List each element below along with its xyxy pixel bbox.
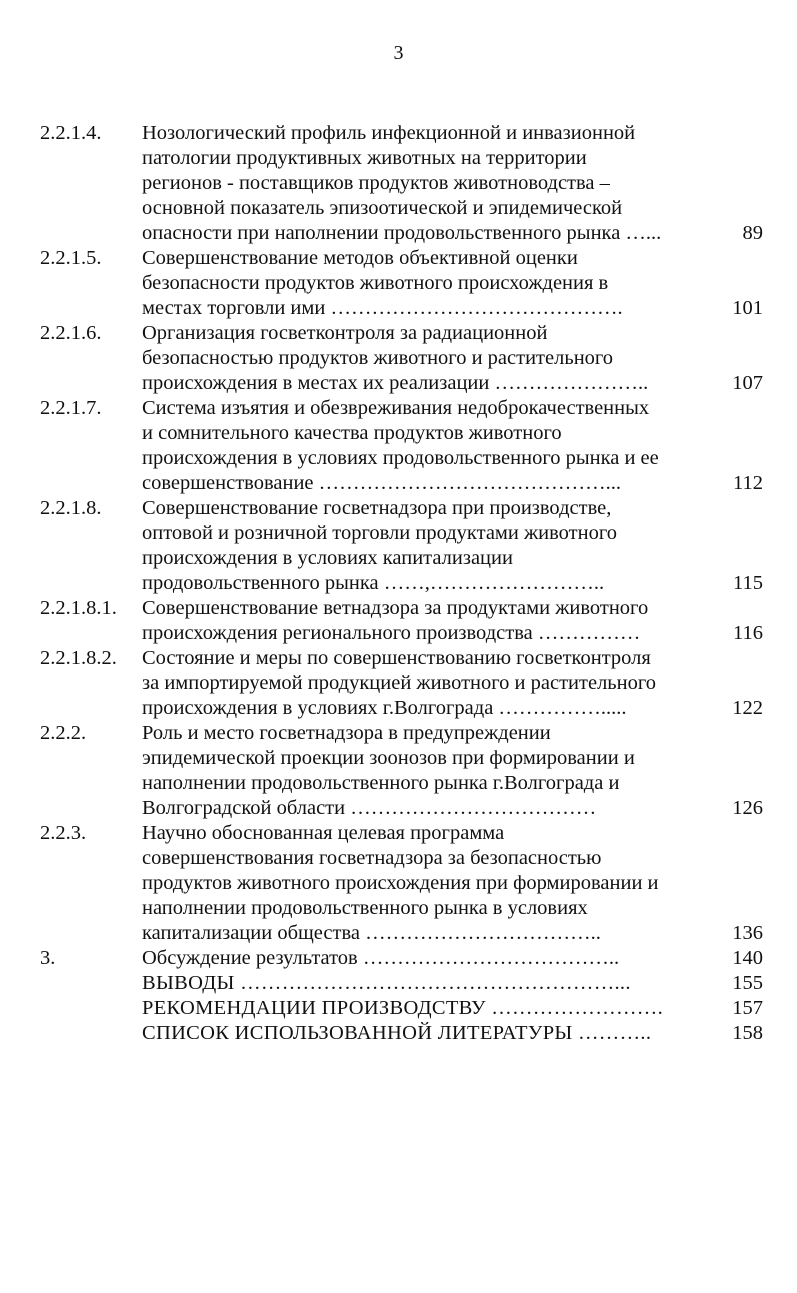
toc-entry-title: РЕКОМЕНДАЦИИ ПРОИЗВОДСТВУ …………………….	[142, 997, 664, 1019]
toc-entry-number: 2.2.1.4.	[40, 122, 102, 144]
toc-entry-page: 158	[732, 1022, 763, 1044]
toc-entry	[40, 971, 770, 996]
toc-entry-number: 2.2.1.8.2.	[40, 647, 117, 669]
toc-entry-page: 122	[732, 697, 763, 719]
toc-entry-number: 2.2.3.	[40, 822, 87, 844]
toc-entry-page: 101	[732, 297, 763, 319]
toc-entry-page: 126	[732, 797, 763, 819]
toc-entry-page: 115	[733, 572, 763, 594]
toc-entry	[40, 321, 770, 396]
toc-entry-title: Система изъятия и обезвреживания недоброкачественных и сомнительного качества продуктов животного происхождения в условиях продовольственного рынка и ее совершенствование ……………………………………...	[142, 397, 659, 494]
table-of-contents	[40, 121, 770, 1046]
toc-entry-page: 116	[733, 622, 763, 644]
toc-entry-number: 2.2.2.	[40, 722, 87, 744]
toc-entry-title: Нозологический профиль инфекционной и инвазионной патологии продуктивных животных на территории регионов - поставщиков продуктов животноводства – основной показатель эпизоотической и эпидемической опасности при наполнении продовольственного рынка …...	[142, 122, 662, 244]
toc-entry	[40, 1021, 770, 1046]
toc-entry	[40, 396, 770, 496]
toc-entry-title: Роль и место госветнадзора в предупреждении эпидемической проекции зоонозов при формировании и наполнении продовольственного рынка г.Волгограда и Волгоградской области ………………………………	[142, 722, 635, 819]
toc-entry	[40, 121, 770, 246]
toc-entry-title: Совершенствование методов объективной оценки безопасности продуктов животного происхождения в местах торговли ими …………………………………….	[142, 247, 623, 319]
toc-entry	[40, 946, 770, 971]
toc-entry-page: 136	[732, 922, 763, 944]
toc-entry-page: 140	[732, 947, 763, 969]
toc-entry-page: 107	[732, 372, 763, 394]
toc-entry-number: 2.2.1.5.	[40, 247, 102, 269]
toc-entry	[40, 646, 770, 721]
toc-entry-title: Совершенствование госветнадзора при производстве, оптовой и розничной торговли продуктами животного происхождения в условиях капитализации продовольственного рынка ……,……………………..	[142, 497, 617, 594]
toc-entry-title: СПИСОК ИСПОЛЬЗОВАННОЙ ЛИТЕРАТУРЫ ………..	[142, 1022, 652, 1044]
toc-entry-title: Научно обоснованная целевая программа совершенствования госветнадзора за безопасностью продуктов животного происхождения при формировании и наполнении продовольственного рынка в условиях капитализации общества ……………………………..	[142, 822, 659, 944]
toc-entry-title: ВЫВОДЫ ………………………………………………...	[142, 972, 631, 994]
toc-entry-title: Организация госветконтроля за радиационной безопасностью продуктов животного и растительного происхождения в местах их реализации …………………..	[142, 322, 649, 394]
toc-entry	[40, 721, 770, 821]
toc-entry-page: 157	[732, 997, 763, 1019]
toc-entry-number: 2.2.1.7.	[40, 397, 102, 419]
toc-entry	[40, 821, 770, 946]
toc-entry-number: 2.2.1.8.	[40, 497, 102, 519]
toc-entry-number: 2.2.1.8.1.	[40, 597, 117, 619]
toc-entry-number: 2.2.1.6.	[40, 322, 102, 344]
toc-entry	[40, 246, 770, 321]
toc-entry	[40, 496, 770, 596]
toc-entry-title: Совершенствование ветнадзора за продуктами животного происхождения регионального производства ……………	[142, 597, 649, 644]
toc-entry-number: 3.	[40, 947, 56, 969]
toc-entry-page: 89	[742, 222, 763, 244]
toc-entry-page: 112	[733, 472, 763, 494]
toc-entry-title: Обсуждение результатов ………………………………..	[142, 947, 620, 969]
toc-entry-title: Состояние и меры по совершенствованию госветконтроля за импортируемой продукцией животного и растительного происхождения в условиях г.Волгограда …………….....	[142, 647, 657, 719]
page-number: 3	[393, 42, 404, 64]
toc-entry-page: 155	[732, 972, 763, 994]
toc-entry	[40, 596, 770, 646]
toc-entry	[40, 996, 770, 1021]
